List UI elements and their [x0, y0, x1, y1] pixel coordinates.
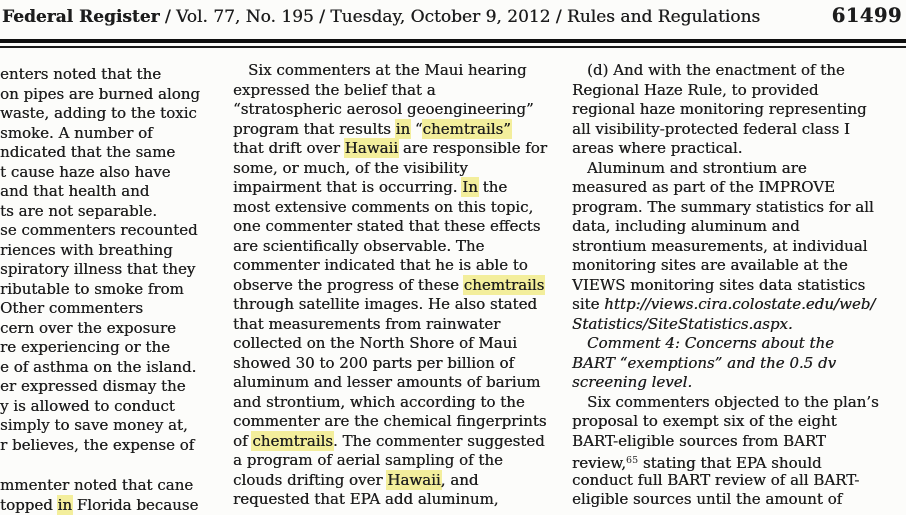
text-line: [0, 476, 227, 496]
text-segment: enters noted that the: [0, 65, 161, 83]
text-segment: Other commenters: [0, 299, 143, 317]
text-line: [233, 198, 560, 218]
text-line: [233, 334, 560, 354]
text-line: [572, 198, 904, 218]
text-line: [572, 490, 904, 510]
text-line: [0, 143, 227, 163]
column-right: [572, 61, 904, 510]
text-segment: riences with breathing: [0, 241, 173, 259]
text-line: [572, 61, 904, 81]
text-segment: on pipes are burned along: [0, 85, 200, 103]
text-line: [572, 451, 904, 471]
text-line: [0, 436, 227, 456]
text-line: [233, 61, 560, 81]
text-line: [0, 104, 227, 124]
header-rule-thin: [0, 46, 906, 48]
text-segment: aluminum and lesser amounts of barium: [233, 373, 540, 391]
text-line: [233, 100, 560, 120]
text-segment: VIEWS monitoring sites data statistics: [572, 276, 865, 294]
text-segment: “: [410, 120, 422, 138]
text-segment: waste, adding to the toxic: [0, 104, 197, 122]
text-segment: ndicated that the same: [0, 143, 175, 161]
journal-line: [2, 7, 760, 27]
text-segment: are responsible for: [398, 139, 547, 157]
text-segment: ributable to smoke from: [0, 280, 184, 298]
text-line: [572, 139, 904, 159]
text-line: [233, 393, 560, 413]
text-segment: commenter are the chemical fingerprints: [233, 412, 547, 430]
text-line: [0, 299, 227, 319]
text-segment: site: [572, 295, 604, 313]
text-segment: a program of aerial sampling of the: [233, 451, 503, 469]
text-line: [233, 412, 560, 432]
text-segment: BART “exemptions” and the 0.5 dv: [572, 354, 836, 372]
text-line: [572, 159, 904, 179]
highlighted-text: In: [462, 178, 478, 196]
text-segment: areas where practical.: [572, 139, 742, 157]
text-line: [233, 237, 560, 257]
text-line: [0, 377, 227, 397]
text-segment: impairment that is occurring.: [233, 178, 462, 196]
text-line: [0, 241, 227, 261]
text-line: [0, 338, 227, 358]
text-segment: most extensive comments on this topic,: [233, 198, 533, 216]
text-segment: Six commenters objected to the plan’s: [587, 393, 879, 411]
text-segment: that drift over: [233, 139, 345, 157]
text-line: [233, 217, 560, 237]
text-line: [233, 373, 560, 393]
text-segment: Aluminum and strontium are: [587, 159, 807, 177]
text-line: [572, 120, 904, 140]
text-line: [572, 178, 904, 198]
text-line: [572, 276, 904, 296]
text-line: [0, 221, 227, 241]
text-segment: (d) And with the enactment of the: [587, 61, 845, 79]
text-line: [572, 81, 904, 101]
text-segment: Regional Haze Rule, to provided: [572, 81, 819, 99]
text-segment: Six commenters at the Maui hearing: [248, 61, 527, 79]
header-rule-thick: [0, 39, 906, 43]
text-line: [233, 354, 560, 374]
text-segment: stating that EPA should: [638, 454, 821, 472]
text-segment: program. The summary statistics for all: [572, 198, 874, 216]
text-segment: some, or much, of the visibility: [233, 159, 468, 177]
text-line: [233, 451, 560, 471]
text-line: [233, 471, 560, 491]
text-segment: showed 30 to 200 parts per billion of: [233, 354, 514, 372]
text-segment: simply to save money at,: [0, 416, 188, 434]
text-line: [0, 496, 227, 515]
text-line: [572, 373, 904, 393]
journal-title: Federal Register: [2, 7, 160, 27]
text-line: [233, 490, 560, 510]
text-line: [0, 182, 227, 202]
text-segment: er expressed dismay the: [0, 377, 186, 395]
text-line: [572, 393, 904, 413]
text-segment: Comment 4: Concerns about the: [587, 334, 834, 352]
text-segment: eligible sources until the amount of: [572, 490, 842, 508]
text-line: [572, 334, 904, 354]
text-line: [572, 295, 904, 315]
text-segment: Florida because: [72, 496, 198, 514]
text-line: [0, 397, 227, 417]
text-segment: monitoring sites are available at the: [572, 256, 848, 274]
text-line: [233, 276, 560, 296]
text-line: [233, 139, 560, 159]
text-segment: ts are not separable.: [0, 202, 157, 220]
text-segment: Statistics/SiteStatistics.aspx.: [572, 315, 793, 333]
text-line: [0, 416, 227, 436]
text-line: [572, 237, 904, 257]
text-segment: measured as part of the IMPROVE: [572, 178, 835, 196]
journal-citation: / Vol. 77, No. 195 / Tuesday, October 9, 2012 / Rules and Regulations: [160, 7, 761, 27]
highlighted-text: Hawaii: [387, 471, 440, 489]
text-segment: strontium measurements, at individual: [572, 237, 867, 255]
text-segment: screening level.: [572, 373, 692, 391]
text-segment: se commenters recounted: [0, 221, 198, 239]
text-segment: requested that EPA add aluminum,: [233, 490, 499, 508]
text-segment: that measurements from rainwater: [233, 315, 500, 333]
text-segment: y is allowed to conduct: [0, 397, 175, 415]
text-segment: clouds drifting over: [233, 471, 387, 489]
text-segment: conduct full BART review of all BART-: [572, 471, 859, 489]
text-segment: are scientifically observable. The: [233, 237, 484, 255]
text-segment: the: [478, 178, 507, 196]
page-header: [2, 4, 902, 27]
text-segment: collected on the North Shore of Maui: [233, 334, 517, 352]
text-segment: cern over the exposure: [0, 319, 176, 337]
text-line: [233, 178, 560, 198]
text-line: [572, 471, 904, 491]
text-line: [572, 354, 904, 374]
text-segment: regional haze monitoring representing: [572, 100, 867, 118]
text-line: [572, 315, 904, 335]
text-segment: expressed the belief that a: [233, 81, 436, 99]
text-line: [0, 85, 227, 105]
text-segment: through satellite images. He also stated: [233, 295, 537, 313]
text-segment: observe the progress of these: [233, 276, 464, 294]
text-line: [233, 432, 560, 452]
text-segment: BART-eligible sources from BART: [572, 432, 826, 450]
text-segment: program that results: [233, 120, 396, 138]
text-segment: review,: [572, 454, 626, 472]
text-segment: r believes, the expense of: [0, 436, 194, 454]
text-line: [0, 319, 227, 339]
highlighted-text: in: [396, 120, 410, 138]
text-segment: http://views.cira.colostate.edu/web/: [604, 295, 875, 313]
text-segment: “stratospheric aerosol geoengineering”: [233, 100, 534, 118]
text-line: [572, 100, 904, 120]
text-segment: , and: [441, 471, 479, 489]
footnote-marker: 65: [626, 455, 638, 466]
text-segment: one commenter stated that these effects: [233, 217, 540, 235]
text-line: [0, 124, 227, 144]
text-line: [0, 260, 227, 280]
text-line: [0, 358, 227, 378]
column-middle: [233, 61, 560, 510]
text-line: [233, 256, 560, 276]
highlighted-text: Hawaii: [345, 139, 398, 157]
highlighted-text: chemtrails”: [423, 120, 511, 138]
highlighted-text: chemtrails: [252, 432, 333, 450]
text-segment: all visibility-protected federal class I: [572, 120, 850, 138]
text-segment: t cause haze also have: [0, 163, 171, 181]
text-line: [0, 202, 227, 222]
text-segment: data, including aluminum and: [572, 217, 800, 235]
text-line: [0, 280, 227, 300]
text-segment: smoke. A number of: [0, 124, 153, 142]
text-line: [0, 163, 227, 183]
text-line: [572, 256, 904, 276]
page-number: 61499: [832, 4, 902, 27]
text-line: [233, 120, 560, 140]
text-line: [572, 217, 904, 237]
text-segment: and strontium, which according to the: [233, 393, 525, 411]
text-line: [572, 432, 904, 452]
text-segment: of: [233, 432, 252, 450]
text-segment: and that health and: [0, 182, 149, 200]
text-line: [233, 81, 560, 101]
text-segment: . The commenter suggested: [333, 432, 545, 450]
column-left: [0, 65, 227, 515]
text-segment: topped: [0, 496, 58, 514]
text-segment: spiratory illness that they: [0, 260, 195, 278]
text-segment: re experiencing or the: [0, 338, 170, 356]
text-segment: e of asthma on the island.: [0, 358, 196, 376]
highlighted-text: chemtrails: [464, 276, 545, 294]
text-line: [233, 315, 560, 335]
text-segment: commenter indicated that he is able to: [233, 256, 528, 274]
text-line: [0, 65, 227, 85]
text-line: [233, 295, 560, 315]
text-segment: proposal to exempt six of the eight: [572, 412, 837, 430]
text-line: [233, 159, 560, 179]
text-line: [572, 412, 904, 432]
highlighted-text: in: [58, 496, 72, 514]
text-segment: mmenter noted that cane: [0, 476, 193, 494]
